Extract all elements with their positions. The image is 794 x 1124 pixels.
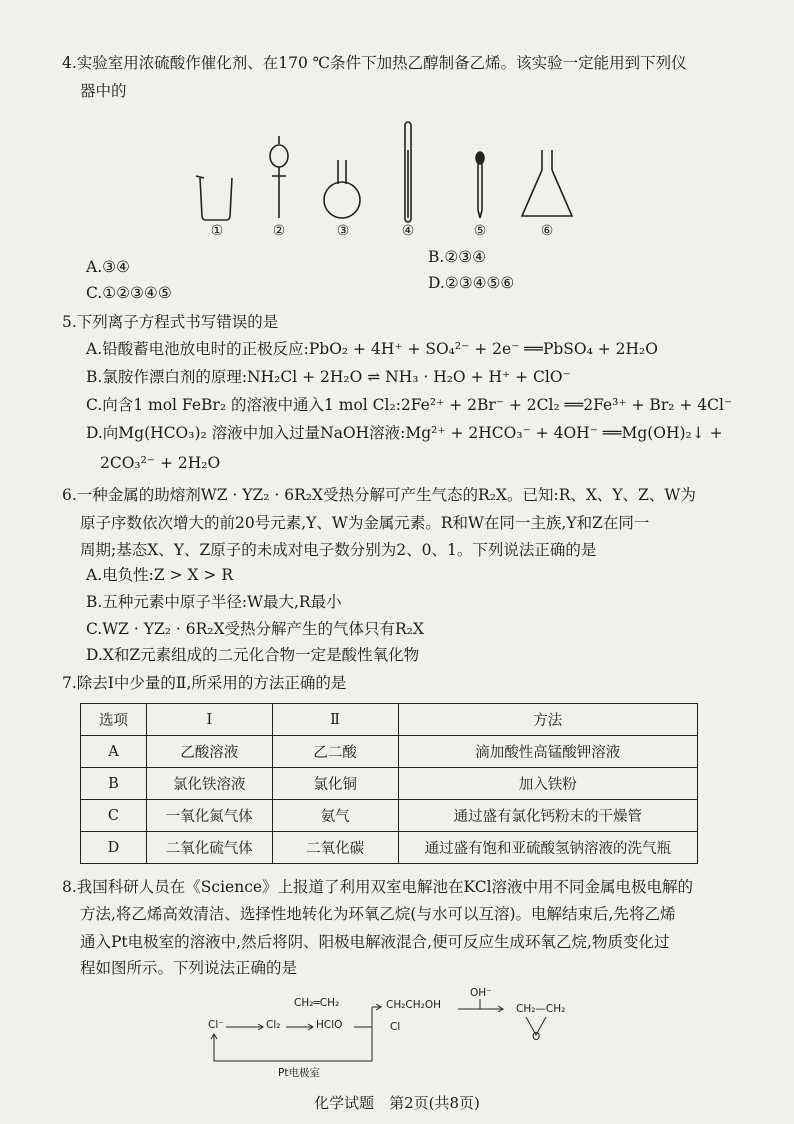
q4-stem-line2: 器中的 [80, 82, 127, 100]
q6-option-d: D.X和Z元素组成的二元化合物一定是酸性氧化物 [86, 646, 420, 664]
table-cell: A [81, 736, 147, 768]
table-cell: D [81, 832, 147, 864]
label-2: ② [272, 223, 286, 239]
q8-stem-line4: 程如图所示。下列说法正确的是 [80, 959, 298, 977]
q6-stem-line1: 6.一种金属的助熔剂WZ · YZ₂ · 6R₂X受热分解可产生气态的R₂X。已知:R、X、Y、Z、W为 [62, 486, 696, 504]
q8-stem-line1: 8.我国科研人员在《Science》上报道了利用双室电解池在KCl溶液中用不同金属电极电解的 [62, 878, 694, 896]
thermometer-icon [405, 122, 411, 222]
table-cell: 滴加酸性高锰酸钾溶液 [398, 736, 698, 768]
label-4: ④ [401, 223, 415, 239]
table-cell: 通过盛有饱和亚硫酸氢钠溶液的洗气瓶 [398, 832, 698, 864]
table-cell: B [81, 768, 147, 800]
table-header-row [81, 704, 698, 736]
q5-option-d-line2: 2CO₃²⁻ + 2H₂O [100, 454, 221, 472]
header-option: 选项 [81, 704, 147, 736]
table-cell: 乙二酸 [272, 736, 398, 768]
conical-flask-icon [522, 150, 572, 216]
q4-apparatus-figure [180, 120, 620, 240]
table-row [81, 736, 698, 768]
header-i: Ⅰ [146, 704, 272, 736]
table-cell: 加入铁粉 [398, 768, 698, 800]
hypochlorous-acid: HClO [316, 1019, 343, 1031]
q5-option-b: B.氯胺作漂白剂的原理:NH₂Cl + 2H₂O ⇌ NH₃ · H₂O + H⁺ + ClO⁻ [86, 368, 571, 386]
table-cell: 二氧化碳 [272, 832, 398, 864]
hydroxide-ion: OH⁻ [470, 987, 492, 999]
q8-stem-line2: 方法,将乙烯高效清洁、选择性地转化为环氧乙烷(与水可以互溶)。电解结束后,先将乙烯 [80, 905, 676, 923]
q4-option-c: C.①②③④⑤ [86, 284, 172, 302]
table-row [81, 800, 698, 832]
table-cell: 一氧化氮气体 [146, 800, 272, 832]
q4-option-a: A.③④ [86, 258, 130, 276]
beaker-icon [200, 178, 232, 220]
label-6: ⑥ [540, 223, 554, 239]
header-ii: Ⅱ [272, 704, 398, 736]
q5-option-c: C.向含1 mol FeBr₂ 的溶液中通入1 mol Cl₂:2Fe²⁺ + 2Br⁻ + 2Cl₂ ══2Fe³⁺ + Br₂ + 4Cl⁻ [86, 396, 733, 414]
table-cell: 氯化铁溶液 [146, 768, 272, 800]
q8-stem-line3: 通入Pt电极室的溶液中,然后将阴、阳极电解液混合,便可反应生成环氧乙烷,物质变化过 [80, 933, 670, 951]
chlorohydrin-cl: Cl [390, 1021, 401, 1033]
reaction-scheme [200, 985, 600, 1085]
dropper-icon [476, 152, 484, 218]
header-method: 方法 [398, 704, 698, 736]
label-5: ⑤ [473, 223, 487, 239]
q5-stem: 5.下列离子方程式书写错误的是 [62, 313, 279, 331]
q4-option-d: D.②③④⑤⑥ [428, 274, 515, 292]
q6-option-c: C.WZ · YZ₂ · 6R₂X受热分解产生的气体只有R₂X [86, 620, 424, 638]
label-3: ③ [336, 223, 350, 239]
q7-table [80, 703, 698, 864]
q6-stem-line3: 周期;基态X、Y、Z原子的未成对电子数分别为2、0、1。下列说法正确的是 [80, 541, 597, 559]
table-cell: 二氧化硫气体 [146, 832, 272, 864]
table-row [81, 832, 698, 864]
q5-option-a: A.铅酸蓄电池放电时的正极反应:PbO₂ + 4H⁺ + SO₄²⁻ + 2e⁻ ══PbSO₄ + 2H₂O [86, 340, 658, 358]
q6-stem-line2: 原子序数依次增大的前20号元素,Y、W为金属元素。R和W在同一主族,Y和Z在同一 [80, 514, 650, 532]
chlorine-gas: Cl₂ [266, 1019, 281, 1031]
q7-stem: 7.除去Ⅰ中少量的Ⅱ,所采用的方法正确的是 [62, 674, 347, 692]
table-cell: 乙酸溶液 [146, 736, 272, 768]
apparatus-drawing [180, 120, 620, 240]
round-bottom-flask-icon [324, 160, 360, 218]
table-cell: 氨气 [272, 800, 398, 832]
chloride-ion: Cl⁻ [208, 1019, 224, 1031]
page-footer: 化学试题 第2页(共8页) [314, 1094, 480, 1112]
table-cell: 通过盛有氯化钙粉末的干燥管 [398, 800, 698, 832]
table-row [81, 768, 698, 800]
epoxide-oxygen: O [532, 1031, 541, 1043]
ethylene: CH₂═CH₂ [294, 997, 340, 1009]
separatory-funnel-icon [270, 136, 288, 218]
ethylene-oxide: CH₂—CH₂ [516, 1003, 566, 1015]
label-1: ① [210, 223, 224, 239]
chlorohydrin: CH₂CH₂OH [386, 999, 442, 1011]
table-cell: C [81, 800, 147, 832]
q4-option-b: B.②③④ [428, 248, 487, 266]
pt-electrode-label: Pt电极室 [278, 1067, 320, 1079]
q5-option-d-line1: D.向Mg(HCO₃)₂ 溶液中加入过量NaOH溶液:Mg²⁺ + 2HCO₃⁻ + 4OH⁻ ══Mg(OH)₂↓ + [86, 424, 723, 442]
table-cell: 氯化铜 [272, 768, 398, 800]
q6-option-a: A.电负性:Z > X > R [86, 566, 234, 584]
q6-option-b: B.五种元素中原子半径:W最大,R最小 [86, 593, 342, 611]
q4-stem-line1: 4.实验室用浓硫酸作催化剂、在170 ℃条件下加热乙醇制备乙烯。该实验一定能用到下列仪 [62, 54, 687, 72]
